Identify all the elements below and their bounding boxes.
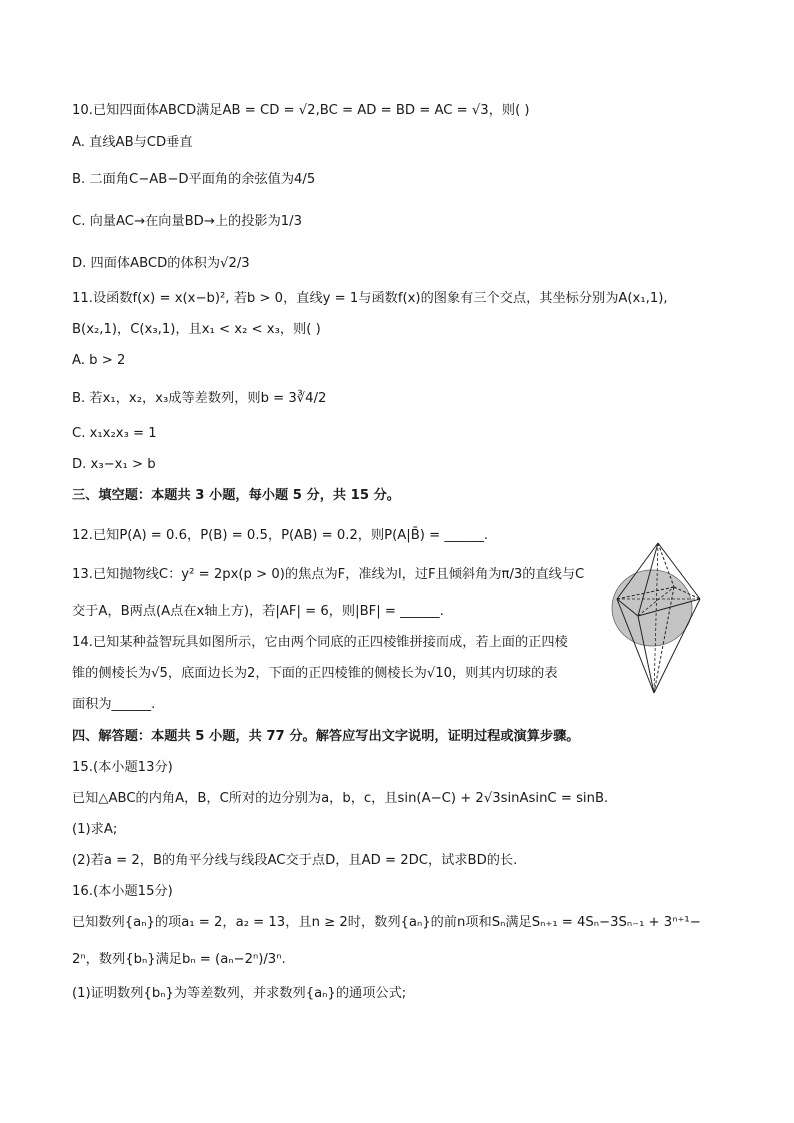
section-four-heading: 四、解答题：本题共 5 小题，共 77 分。解答应写出文字说明，证明过程或演算步骤。 [72,729,580,744]
line-q16-part1: (1)证明数列{bₙ}为等差数列，并求数列{aₙ}的通项公式; [72,986,407,1001]
line-q16-cont: 2ⁿ，数列{bₙ}满足bₙ = (aₙ−2ⁿ)/3ⁿ. [72,952,286,967]
line-q10: 10.已知四面体ABCD满足AB = CD = √2,BC = AD = BD = AC = √3，则( ) [72,103,530,118]
line-q10-option-d: D. 四面体ABCD的体积为√2/3 [72,256,250,271]
line-q14-cont: 锥的侧棱长为√5，底面边长为2，下面的正四棱锥的侧棱长为√10，则其内切球的表 [72,666,558,681]
line-q15: 已知△ABC的内角A，B，C所对的边分别为a，b，c，且sin(A−C) + 2√3sinAsinC = sinB. [72,791,609,806]
inscribed-sphere [612,570,692,646]
line-q10-option-b: B. 二面角C−AB−D平面角的余弦值为4/5 [72,172,316,187]
line-q16: 已知数列{aₙ}的项a₁ = 2，a₂ = 13，且n ≥ 2时，数列{aₙ}的前n项和Sₙ满足Sₙ₊₁ = 4Sₙ−3Sₙ₋₁ + 3ⁿ⁺¹− [72,915,701,930]
line-q11-option-c: C. x₁x₂x₃ = 1 [72,426,157,441]
line-q10-option-a: A. 直线AB与CD垂直 [72,135,193,150]
line-q11-option-b: B. 若x₁，x₂，x₃成等差数列，则b = 3∛4/2 [72,391,327,406]
line-q15-part2: (2)若a = 2，B的角平分线与线段AC交于点D，且AD = 2DC，试求BD的长. [72,853,518,868]
line-q16-header: 16.(本小题15分) [72,884,173,899]
line-q14: 14.已知某种益智玩具如图所示，它由两个同底的正四棱锥拼接而成，若上面的正四棱 [72,635,568,650]
line-q15-header: 15.(本小题13分) [72,760,173,775]
section-three-heading: 三、填空题：本题共 3 小题，每小题 5 分，共 15 分。 [72,488,400,503]
bipyramid-figure [604,538,708,698]
line-q10-option-c: C. 向量AC→在向量BD→上的投影为1/3 [72,214,302,229]
line-q13-cont: 交于A，B两点(A点在x轴上方)，若|AF| = 6，则|BF| = ______. [72,604,444,619]
line-q11: 11.设函数f(x) = x(x−b)², 若b > 0，直线y = 1与函数f(x)的图象有三个交点，其坐标分别为A(x₁,1), [72,291,668,306]
line-q11-option-a: A. b > 2 [72,353,126,368]
line-q15-part1: (1)求A; [72,822,118,837]
line-q14-cont2: 面积为______. [72,697,156,712]
line-q11-cont: B(x₂,1)，C(x₃,1)，且x₁ < x₂ < x₃，则( ) [72,322,321,337]
line-q13: 13.已知抛物线C：y² = 2px(p > 0)的焦点为F，准线为l，过F且倾斜角为π/3的直线与C [72,567,585,582]
line-q12: 12.已知P(A) = 0.6，P(B) = 0.5，P(AB) = 0.2，则P(A|B̄) = ______. [72,528,489,543]
line-q11-option-d: D. x₃−x₁ > b [72,457,156,472]
